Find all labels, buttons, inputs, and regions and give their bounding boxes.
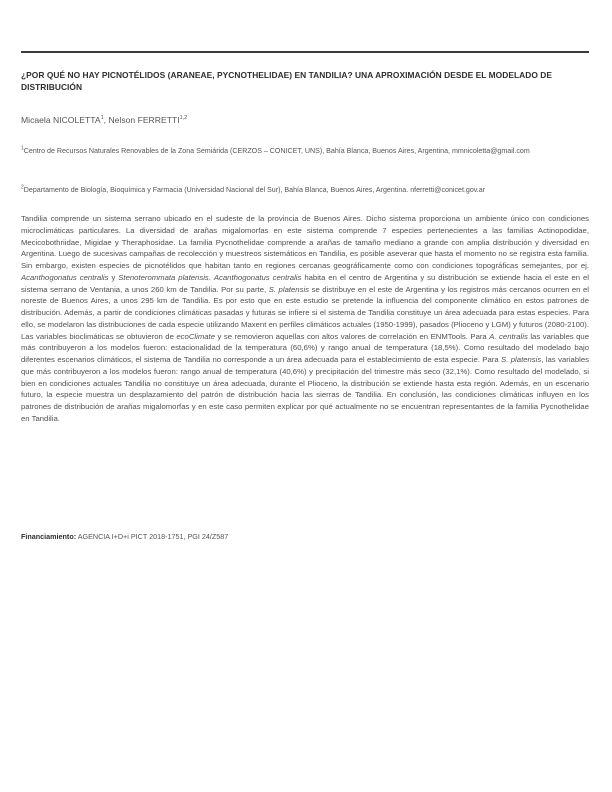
author-list — [21, 115, 187, 126]
abstract-text: las variables que más contribuyeron a los modelos fueron: estacionalidad de la temperatura (60,6%) y rango anual de temperatura (18,5%). Como resultado del modelado bajo diferentes escenarios climáticos, el sistema de Tandilia no corresponde a un área adecuada para el establecimiento de esta especie. Para — [21, 331, 589, 364]
funding-text: AGENCIA I+D+i PICT 2018-1751, PGI 24/Z587 — [76, 532, 229, 541]
affiliation-mark: 2 — [21, 184, 24, 191]
species-name: Acanthogonatus centralis — [21, 272, 109, 282]
author-separator: , — [103, 115, 109, 125]
abstract-text: . — [208, 272, 214, 282]
abstract-text: Tandilia comprende un sistema serrano ubicado en el sudeste de la provincia de Buenos Aires. Dicho sistema proporciona un ambiente único con condiciones microclimáticas particulares. La diversidad de arañas migalomorfas en este sistema comprende 7 especies pertenecientes a las familias Actinopodidae, Mecicobothriidae, Migidae y Theraphosidae. La familia Pycnothelidae comprende a arañas de tamaño mediano a grande con amplia distribución y diversidad en Argentina. Luego de sucesivas campañas de recolección y muestreos sistemáticos en Tandilia, es posible aseverar que hasta el momento no se registra esta familia. Sin embargo, existen especies de picnotélidos que habitan tanto en regiones cercanas geográficamente como con condiciones topográficas semejantes, por ej. — [21, 214, 589, 270]
affiliation-1 — [21, 146, 589, 157]
species-name: S. platensis — [268, 284, 310, 294]
abstract-text: habita en el centro de Argentina y su distribución se extiende hacia el este en el sistema serrano de Ventania, a unos 260 km de Tandilia. Por su parte, — [21, 272, 589, 294]
abstract-title: ¿POR QUÉ NO HAY PICNOTÉLIDOS (ARANEAE, PYCNOTHELIDAE) EN TANDILIA? UNA APROXIMACIÓN DESDE EL MODELADO DE DISTRIBUCIÓN — [21, 70, 552, 92]
author-affiliation-mark: 1 — [100, 115, 104, 122]
header-rule — [21, 51, 589, 53]
author-name: Micaela NICOLETTA — [21, 115, 101, 125]
author-affiliation-mark: 1,2 — [179, 115, 188, 122]
abstract-text: se distribuye en el este de Argentina y los registros más cercanos ocurren en el noreste de Buenos Aires, a unos 295 km de Tandilia. Es por esto que en este estudio se pretende la influencia del componente climático en estos patrones de distribución. Además, a partir de condiciones climáticas pasadas y futuras se infiere si el sistema de Tandilia constituye un área adecuada para estas especies. Para ello, se modelaron las distribuciones de cada especie utilizando Maxent en perfiles climáticos actuales (1950-1999), pasados (Plioceno y LGM) y futuros (2080-2100). Las variables bioclimáticas se obtuvieron de — [21, 284, 589, 341]
funding-note — [21, 532, 228, 542]
affiliation-2 — [21, 185, 589, 196]
species-name: A. centralis — [489, 331, 528, 341]
affiliation-text: Departamento de Biología, Bioquímica y Farmacia (Universidad Nacional del Sur), Bahía Blanca, Buenos Aires, Argentina. nferretti@conicet.gov.ar — [23, 186, 486, 194]
species-name: Acanthogonatus centralis — [213, 272, 302, 282]
species-name: Stenoterommata platensis — [118, 272, 209, 282]
abstract-text: , las variables que más contribuyeron a los modelos fueron: rango anual de temperatura (40,6%) y precipitación del trimestre más seco (32,1%). Como resultado del modelado, si bien en condiciones actuales Tandilia no constituye un área adecuada, durante el Plioceno, la distribución se extiende hasta esta región. Además, en un escenario futuro, la especie muestra un desplazamiento del patrón de distribución hacia las sierras de Tandilia. En conclusión, las condiciones climáticas influyen en los patrones de distribución de arañas migalomorfas y en este caso permiten explicar por qué actualmente no se encuentran representantes de la familia Pycnothelidae en Tandilia. — [21, 355, 589, 423]
abstract-text: y se removieron aquellas con altos valores de correlación en ENMTools. Para — [215, 331, 490, 341]
abstract-text: y — [108, 272, 119, 282]
software-name: ecoClimate — [176, 331, 215, 341]
author-name: Nelson FERRETTI — [108, 115, 180, 125]
affiliation-text: Centro de Recursos Naturales Renovables de la Zona Semiárida (CERZOS – CONICET, UNS), Bahía Blanca, Buenos Aires, Argentina, mmnicoletta@gmail.com — [23, 147, 530, 155]
abstract-body — [21, 213, 589, 425]
species-name: S. platensis — [501, 355, 542, 364]
funding-label: Financiamiento: — [21, 532, 77, 541]
affiliation-mark: 1 — [21, 145, 24, 152]
